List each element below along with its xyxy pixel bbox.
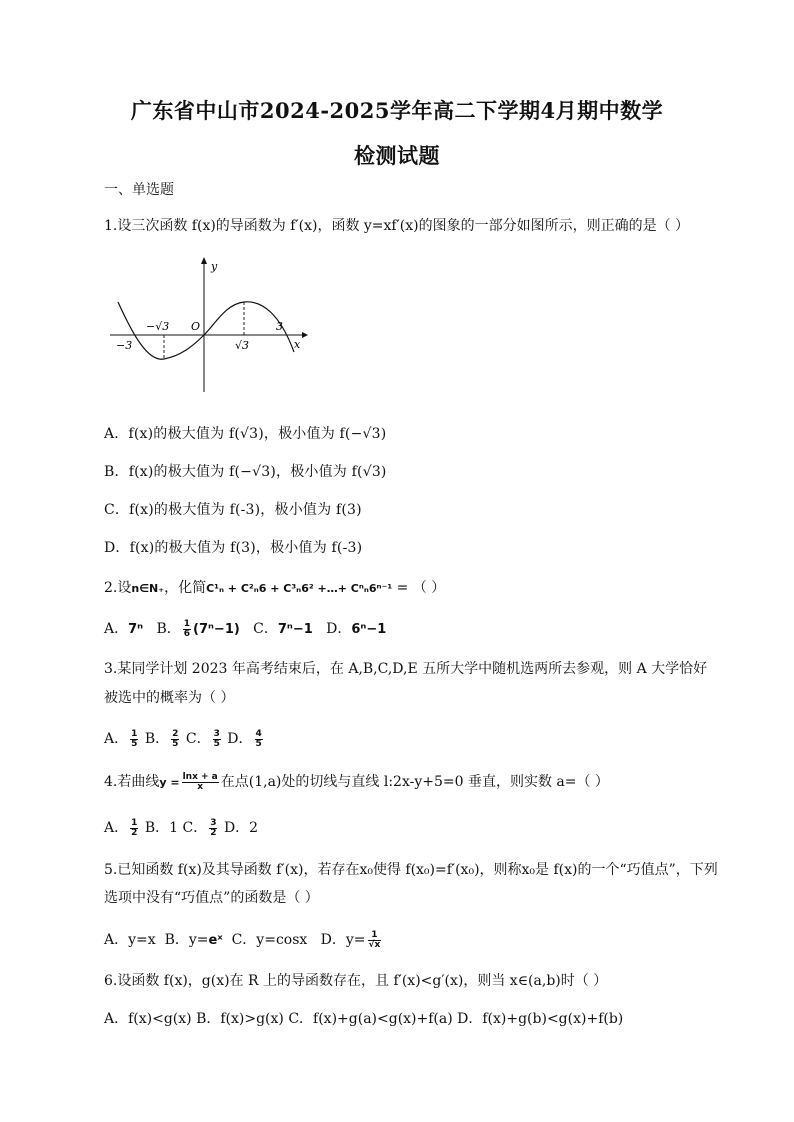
q5-option-b: eˣ bbox=[208, 933, 223, 948]
q2-condition: n∈N₊ bbox=[131, 582, 165, 595]
q4-stem-pre: 4.若曲线 bbox=[104, 774, 160, 790]
q3-option-b: $\frac{2}{5}$ bbox=[172, 728, 179, 749]
q2-c-label: C． bbox=[253, 621, 278, 637]
q5-option-a: A．y=x bbox=[104, 932, 156, 948]
q2-b-label: B． bbox=[156, 621, 181, 637]
curve bbox=[118, 302, 294, 359]
title-line-2: 检测试题 bbox=[354, 143, 440, 168]
x-axis-arrow bbox=[302, 332, 308, 338]
q2-option-c: 7ⁿ−1 bbox=[277, 622, 313, 637]
q2-option-b: (7ⁿ−1) bbox=[193, 622, 240, 637]
q4-y-eq: y = bbox=[159, 776, 180, 789]
q4-option-b: B．1 bbox=[144, 820, 179, 836]
neg-root3-label: −√3 bbox=[146, 320, 170, 333]
q3-b-label: B． bbox=[144, 731, 170, 747]
q1-graph bbox=[108, 252, 308, 394]
neg3-label: −3 bbox=[116, 339, 133, 352]
q1-option-c: C．f(x)的极大值为 f(-3)，极小值为 f(3) bbox=[104, 502, 362, 518]
q3-stem-1: 3.某同学计划 2023 年高考结束后，在 A,B,C,D,E 五所大学中随机选两所去参观，则 A 大学恰好 bbox=[104, 661, 708, 677]
q4-options bbox=[104, 818, 258, 838]
q2-stem bbox=[104, 578, 445, 599]
origin-label: O bbox=[191, 320, 201, 333]
q1-stem: 1.设三次函数 f(x)的导函数为 f′(x)，函数 y=xf′(x)的图象的一部分如图所示，则正确的是（ ） bbox=[104, 218, 690, 234]
q2-option-a: 7ⁿ bbox=[128, 622, 144, 637]
pos3-label: 3 bbox=[276, 320, 283, 333]
title-line-1: 广东省中山市2024-2025学年高二下学期4月期中数学 bbox=[130, 98, 664, 123]
section-heading: 一、单选题 bbox=[104, 182, 174, 198]
q2-stem-pre: 2.设 bbox=[104, 580, 132, 596]
x-label: x bbox=[294, 338, 301, 351]
q3-a-label: A． bbox=[104, 731, 129, 747]
q2-stem-mid: ，化简 bbox=[164, 580, 207, 596]
q5-option-b-label: B．y= bbox=[164, 932, 209, 948]
root3-label: √3 bbox=[235, 339, 250, 352]
y-axis-arrow bbox=[201, 257, 207, 264]
q3-option-d: $\frac{4}{5}$ bbox=[255, 728, 262, 749]
q5-option-d: $\frac{1}{√x}$ bbox=[368, 929, 381, 950]
q3-options bbox=[104, 729, 265, 749]
q5-options bbox=[104, 930, 383, 951]
q3-option-a: $\frac{1}{5}$ bbox=[131, 728, 138, 749]
q6-options: A．f(x)<g(x) B．f(x)>g(x) C．f(x)+g(a)<g(x)+f(a) D．f(x)+g(b)<g(x)+f(b) bbox=[104, 1011, 624, 1027]
q3-option-c: $\frac{3}{5}$ bbox=[213, 728, 220, 749]
q4-stem-post: 在点(1,a)处的切线与直线 l:2x-y+5=0 垂直，则实数 a=（ ） bbox=[220, 774, 609, 790]
q5-stem-1: 5.已知函数 f(x)及其导函数 f′(x)，若存在x₀使得 f(x₀)=f′(x₀)，则称x₀是 f(x)的一个“巧值点”，下列 bbox=[104, 862, 718, 878]
q6-stem: 6.设函数 f(x)，g(x)在 R 上的导函数存在，且 f′(x)<g′(x)，则当 x∈(a,b)时（ ） bbox=[104, 973, 608, 989]
q1-option-d: D．f(x)的极大值为 f(3)，极小值为 f(-3) bbox=[104, 540, 363, 556]
q4-function-fraction: $\frac{\ln x + a}{x}$ bbox=[182, 771, 218, 792]
q3-stem-2: 被选中的概率为（ ） bbox=[104, 690, 235, 706]
q1-option-a: A．f(x)的极大值为 f(√3)，极小值为 f(−√3) bbox=[104, 426, 387, 442]
q2-b-fraction: $\frac{1}{6}$ bbox=[183, 618, 191, 639]
q2-a-label: A． bbox=[104, 621, 129, 637]
q2-d-label: D． bbox=[326, 621, 352, 637]
q2-option-d: 6ⁿ−1 bbox=[351, 622, 387, 637]
q4-a-label: A． bbox=[104, 820, 129, 836]
q5-option-c: C．y=cosx bbox=[231, 932, 308, 948]
q3-c-label: C． bbox=[185, 731, 211, 747]
q4-c-label: C． bbox=[182, 820, 208, 836]
q3-d-label: D． bbox=[227, 731, 253, 747]
q1-option-b: B．f(x)的极大值为 f(−√3)，极小值为 f(√3) bbox=[104, 464, 387, 480]
q4-stem bbox=[104, 772, 609, 793]
q2-stem-post: = （ ） bbox=[392, 580, 446, 596]
q4-option-a: $\frac{1}{2}$ bbox=[131, 817, 138, 838]
q4-option-c: $\frac{3}{2}$ bbox=[210, 817, 217, 838]
q5-option-d-label: D．y= bbox=[320, 932, 366, 948]
q2-expression: C¹ₙ + C²ₙ6 + C³ₙ6² +…+ Cⁿₙ6ⁿ⁻¹ bbox=[206, 582, 393, 595]
q4-option-d: D．2 bbox=[223, 820, 259, 836]
y-label: y bbox=[211, 260, 218, 273]
q5-stem-2: 选项中没有“巧值点”的函数是（ ） bbox=[104, 890, 319, 906]
q2-options bbox=[104, 619, 386, 640]
